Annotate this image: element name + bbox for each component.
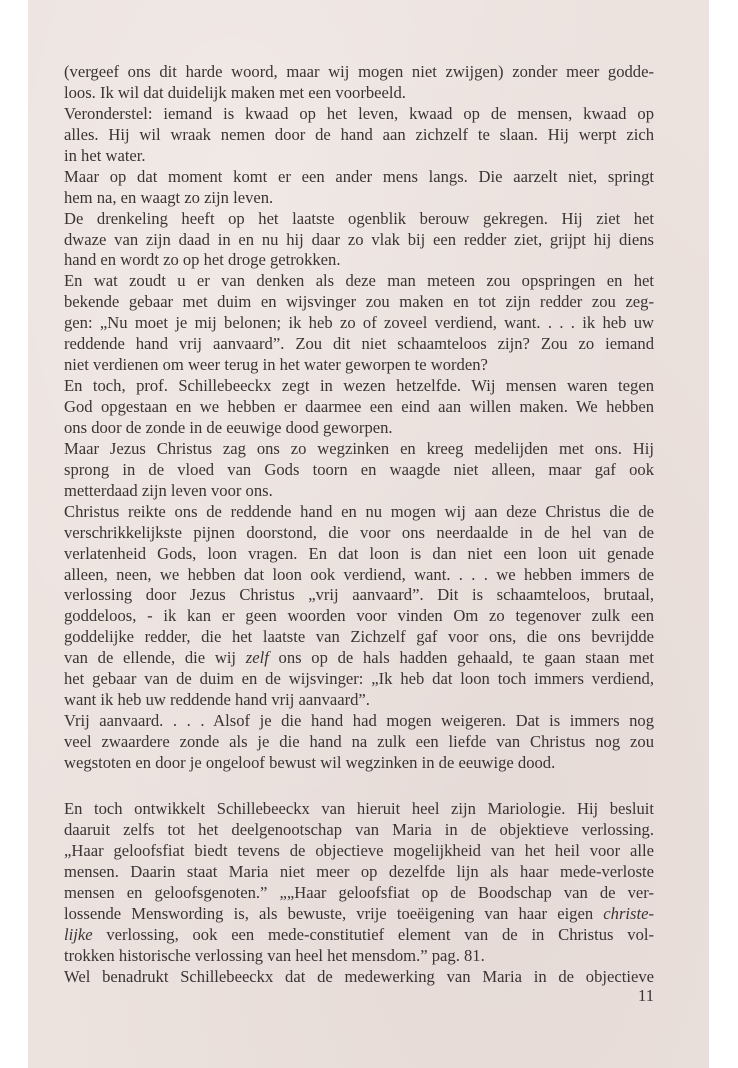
text-line: Maar Jezus Christus zag ons zo wegzinken en kreeg medelijden met ons. Hij: [64, 438, 654, 458]
text-run: lossende Menswording is, als bewuste, vrije toeëigening van haar eigen: [64, 903, 604, 923]
text-line: sprong in de vloed van Gods toorn en waagde niet alleen, maar gaf ook: [64, 459, 654, 479]
text-run: ons op de hals hadden gehaald, te gaan staan met: [268, 648, 654, 668]
text-line: trokken historische verlossing van heel het mensdom.” pag. 81.: [64, 945, 485, 965]
text-line: Wel benadrukt Schillebeeckx dat de medewerking van Maria in de objectieve: [64, 966, 654, 986]
text-line: alleen, neen, we hebben dat loon ook verdiend, want. . . . we hebben immers de: [64, 564, 654, 584]
text-line: [64, 648, 654, 669]
text-line: God opgestaan en we hebben er daarmee een eind aan willen maken. We hebben: [64, 397, 654, 416]
text-line: het gebaar van de duim en de wijsvinger: „Ik heb dat loon toch immers verdiend,: [64, 669, 654, 689]
text-line: mensen en geloofsgenoten.” „„Haar geloofsfiat op de Boodschap van de ver-: [64, 882, 654, 902]
text-line: Vrij aanvaard. . . . Alsof je die hand had mogen weigeren. Dat is immers nog: [64, 711, 654, 731]
text-line: hem na, en waagt zo zijn leven.: [64, 187, 274, 207]
text-line: [64, 925, 654, 946]
text-line: in het water.: [64, 145, 146, 165]
italic-text-run: lijke: [64, 924, 93, 944]
text-run: van de ellende, die wij: [64, 648, 246, 668]
text-line: veel zwaardere zonde als je die hand na zulk een liefde van Christus nog zou: [64, 732, 654, 751]
text-run: verlossing, ook een mede-constitutief element van de in Christus vol-: [92, 924, 654, 944]
text-line: reddende hand vrij aanvaard”. Zou dit niet schaamteloos zijn? Zou zo iemand: [64, 334, 654, 354]
text-line: alles. Hij wil wraak nemen door de hand aan zichzelf te slaan. Hij werpt zich: [64, 124, 654, 144]
text-line: (vergeef ons dit harde woord, maar wij mogen niet zwijgen) zonder meer godde-: [64, 62, 654, 81]
text-line: En wat zoudt u er van denken als deze man meteen zou opspringen en het: [64, 271, 654, 291]
text-line: gen: „Nu moet je mij belonen; ik heb zo of zoveel verdiend, want. . . . ik heb uw: [64, 313, 654, 333]
text-line: hand en wordt zo op het droge getrokken.: [64, 250, 341, 270]
text-line: En toch, prof. Schillebeeckx zegt in wezen hetzelfde. Wij mensen waren tegen: [64, 376, 654, 396]
italic-text-run: christe-: [603, 903, 654, 923]
text-line: verschrikkelijkste pijnen doorstond, die voor ons neerdaalde in de hel van de: [64, 522, 654, 542]
text-line: bekende gebaar met duim en wijsvinger zou maken en tot zijn redder zou zeg-: [64, 292, 654, 312]
text-line: wegstoten en door je ongeloof bewust wil wegzinken in de eeuwige dood.: [64, 752, 556, 772]
text-line: ons door de zonde in de eeuwige dood geworpen.: [64, 417, 393, 437]
text-line: Christus reikte ons de reddende hand en nu mogen wij aan deze Christus die de: [64, 501, 654, 521]
text-line: loos. Ik wil dat duidelijk maken met een voorbeeld.: [64, 82, 406, 102]
text-line: [64, 904, 654, 925]
text-line: daaruit zelfs tot het deelgenootschap van Maria in de objektieve verlossing.: [64, 819, 654, 839]
text-line: De drenkeling heeft op het laatste ogenblik berouw gekregen. Hij ziet het: [64, 208, 654, 228]
text-line: En toch ontwikkelt Schillebeeckx van hieruit heel zijn Mariologie. Hij besluit: [64, 799, 654, 818]
page-number: 11: [638, 986, 654, 1005]
text-line: dwaze van zijn daad in en nu hij daar zo vlak bij een redder ziet, grijpt hij diens: [64, 229, 654, 249]
text-line: metterdaad zijn leven voor ons.: [64, 480, 273, 500]
book-page: [28, 0, 709, 1068]
body-text-section-1: [64, 62, 654, 774]
text-line: niet verdienen om weer terug in het water geworpen te worden?: [64, 355, 488, 375]
text-line: Veronderstel: iemand is kwaad op het leven, kwaad op de mensen, kwaad op: [64, 103, 654, 123]
text-line: „Haar geloofsfiat biedt tevens de objectieve mogelijkheid van het heil voor alle: [64, 840, 654, 860]
italic-text-run: zelf: [245, 648, 269, 668]
text-line: goddeloos, - ik kan er geen woorden voor vinden Om zo tegenover zulk een: [64, 606, 654, 626]
text-line: verlatenheid Gods, loon vragen. En dat loon is dan niet een loon uit genade: [64, 543, 654, 563]
text-line: mensen. Daarin staat Maria niet meer op dezelfde lijn als haar mede-verloste: [64, 861, 654, 881]
text-line: Maar op dat moment komt er een ander mens langs. Die aarzelt niet, springt: [64, 166, 654, 186]
text-line: want ik heb uw reddende hand vrij aanvaard”.: [64, 690, 370, 710]
text-line: goddelijke redder, die het laatste van Zichzelf gaf voor ons, die ons bevrijdde: [64, 627, 654, 647]
text-line: verlossing door Jezus Christus „vrij aanvaard”. Dit is schaamteloos, brutaal,: [64, 585, 654, 605]
body-text-section-2: [64, 799, 654, 987]
